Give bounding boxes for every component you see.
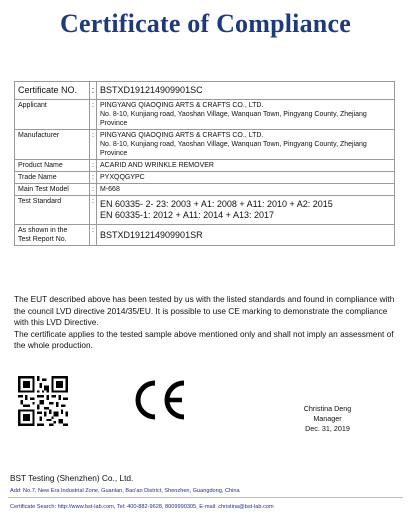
signature-block xyxy=(270,404,385,434)
row-value-cell xyxy=(97,100,395,130)
row-value-cell xyxy=(97,130,395,160)
row-value: BSTXD191214909901SC xyxy=(97,82,395,100)
certificate-title: Certificate of Compliance xyxy=(60,9,351,38)
row-test-standard xyxy=(15,196,395,225)
row-separator: : xyxy=(90,160,97,172)
row-separator: : xyxy=(90,130,97,160)
row-separator: : xyxy=(90,196,97,225)
signer-title: Manager xyxy=(313,414,342,423)
row-label: Applicant xyxy=(15,100,90,130)
statement-paragraph-2: The certificate applies to the tested sample above mentioned only and shall not imply an assessment of the whole production. xyxy=(14,328,394,350)
footer-contact: Certificate Search: http://www.bst-lab.com, Tel: 400-882-9628, 8009990305, E-mail: christina@bst-lab.com xyxy=(10,504,274,510)
row-separator: : xyxy=(90,184,97,196)
row-label: Trade Name xyxy=(15,172,90,184)
row-label: Main Test Model xyxy=(15,184,90,196)
row-label: As shown in the xyxy=(18,227,68,234)
row-label-cell xyxy=(15,225,90,246)
row-value: BSTXD191214909901SR xyxy=(97,225,395,246)
row-trade-name xyxy=(15,172,395,184)
row-separator: : xyxy=(90,100,97,130)
row-value-address: No. 8-10, Kunjiang road, Yaoshan Village, Wanquan Town, Pingyang County, Zhejiang Province xyxy=(100,141,367,157)
qr-code-icon xyxy=(18,376,68,426)
row-product-name xyxy=(15,160,395,172)
certificate-date: Dec. 31, 2019 xyxy=(305,424,350,433)
row-separator: : xyxy=(90,82,97,100)
row-value: M-668 xyxy=(97,184,395,196)
signer-name: Christina Deng xyxy=(303,404,352,413)
row-manufacturer xyxy=(15,130,395,160)
statement-paragraph-1: The EUT described above has been tested by us with the listed standards and found in compliance with the council LVD directive 2014/35/EU. It is possible to use CE marking to demonstrate the compliance with this LVD Directive. xyxy=(14,294,395,327)
row-label: Certificate NO. xyxy=(15,82,90,100)
row-separator: : xyxy=(90,225,97,246)
row-value-line-2: EN 60335-1: 2012 + A11: 2014 + A13: 2017 xyxy=(100,210,274,220)
footer-address: Add: No.7, New Era Industrial Zone, Guanlan, Bao'an District, Shenzhen, Guangdong, China xyxy=(10,488,240,494)
certificate-info-table xyxy=(14,81,395,246)
row-value-address: No. 8-10, Kunjiang road, Yaoshan Village, Wanquan Town, Pingyang County, Zhejiang Province xyxy=(100,111,367,127)
row-value: PYXQQGYPC xyxy=(97,172,395,184)
row-separator: : xyxy=(90,172,97,184)
row-applicant xyxy=(15,100,395,130)
row-value: PINGYANG QIAOQING ARTS & CRAFTS CO., LTD. xyxy=(100,102,264,109)
row-label-line-2: Test Report No. xyxy=(18,236,67,243)
footer-company-name: BST Testing (Shenzhen) Co., Ltd. xyxy=(10,473,134,483)
row-value-cell xyxy=(97,196,395,225)
ce-mark-icon xyxy=(130,379,190,421)
compliance-statement xyxy=(14,294,395,352)
footer-divider xyxy=(8,497,403,498)
row-label: Manufacturer xyxy=(15,130,90,160)
row-test-report-no xyxy=(15,225,395,246)
row-value: EN 60335- 2- 23: 2003 + A1: 2008 + A11: 2010 + A2: 2015 xyxy=(100,199,333,209)
row-value: ACARID AND WRINKLE REMOVER xyxy=(97,160,395,172)
row-certificate-no xyxy=(15,82,395,100)
row-label: Test Standard xyxy=(15,196,90,225)
row-main-test-model xyxy=(15,184,395,196)
row-value: PINGYANG QIAOQING ARTS & CRAFTS CO., LTD. xyxy=(100,132,264,139)
row-label: Product Name xyxy=(15,160,90,172)
